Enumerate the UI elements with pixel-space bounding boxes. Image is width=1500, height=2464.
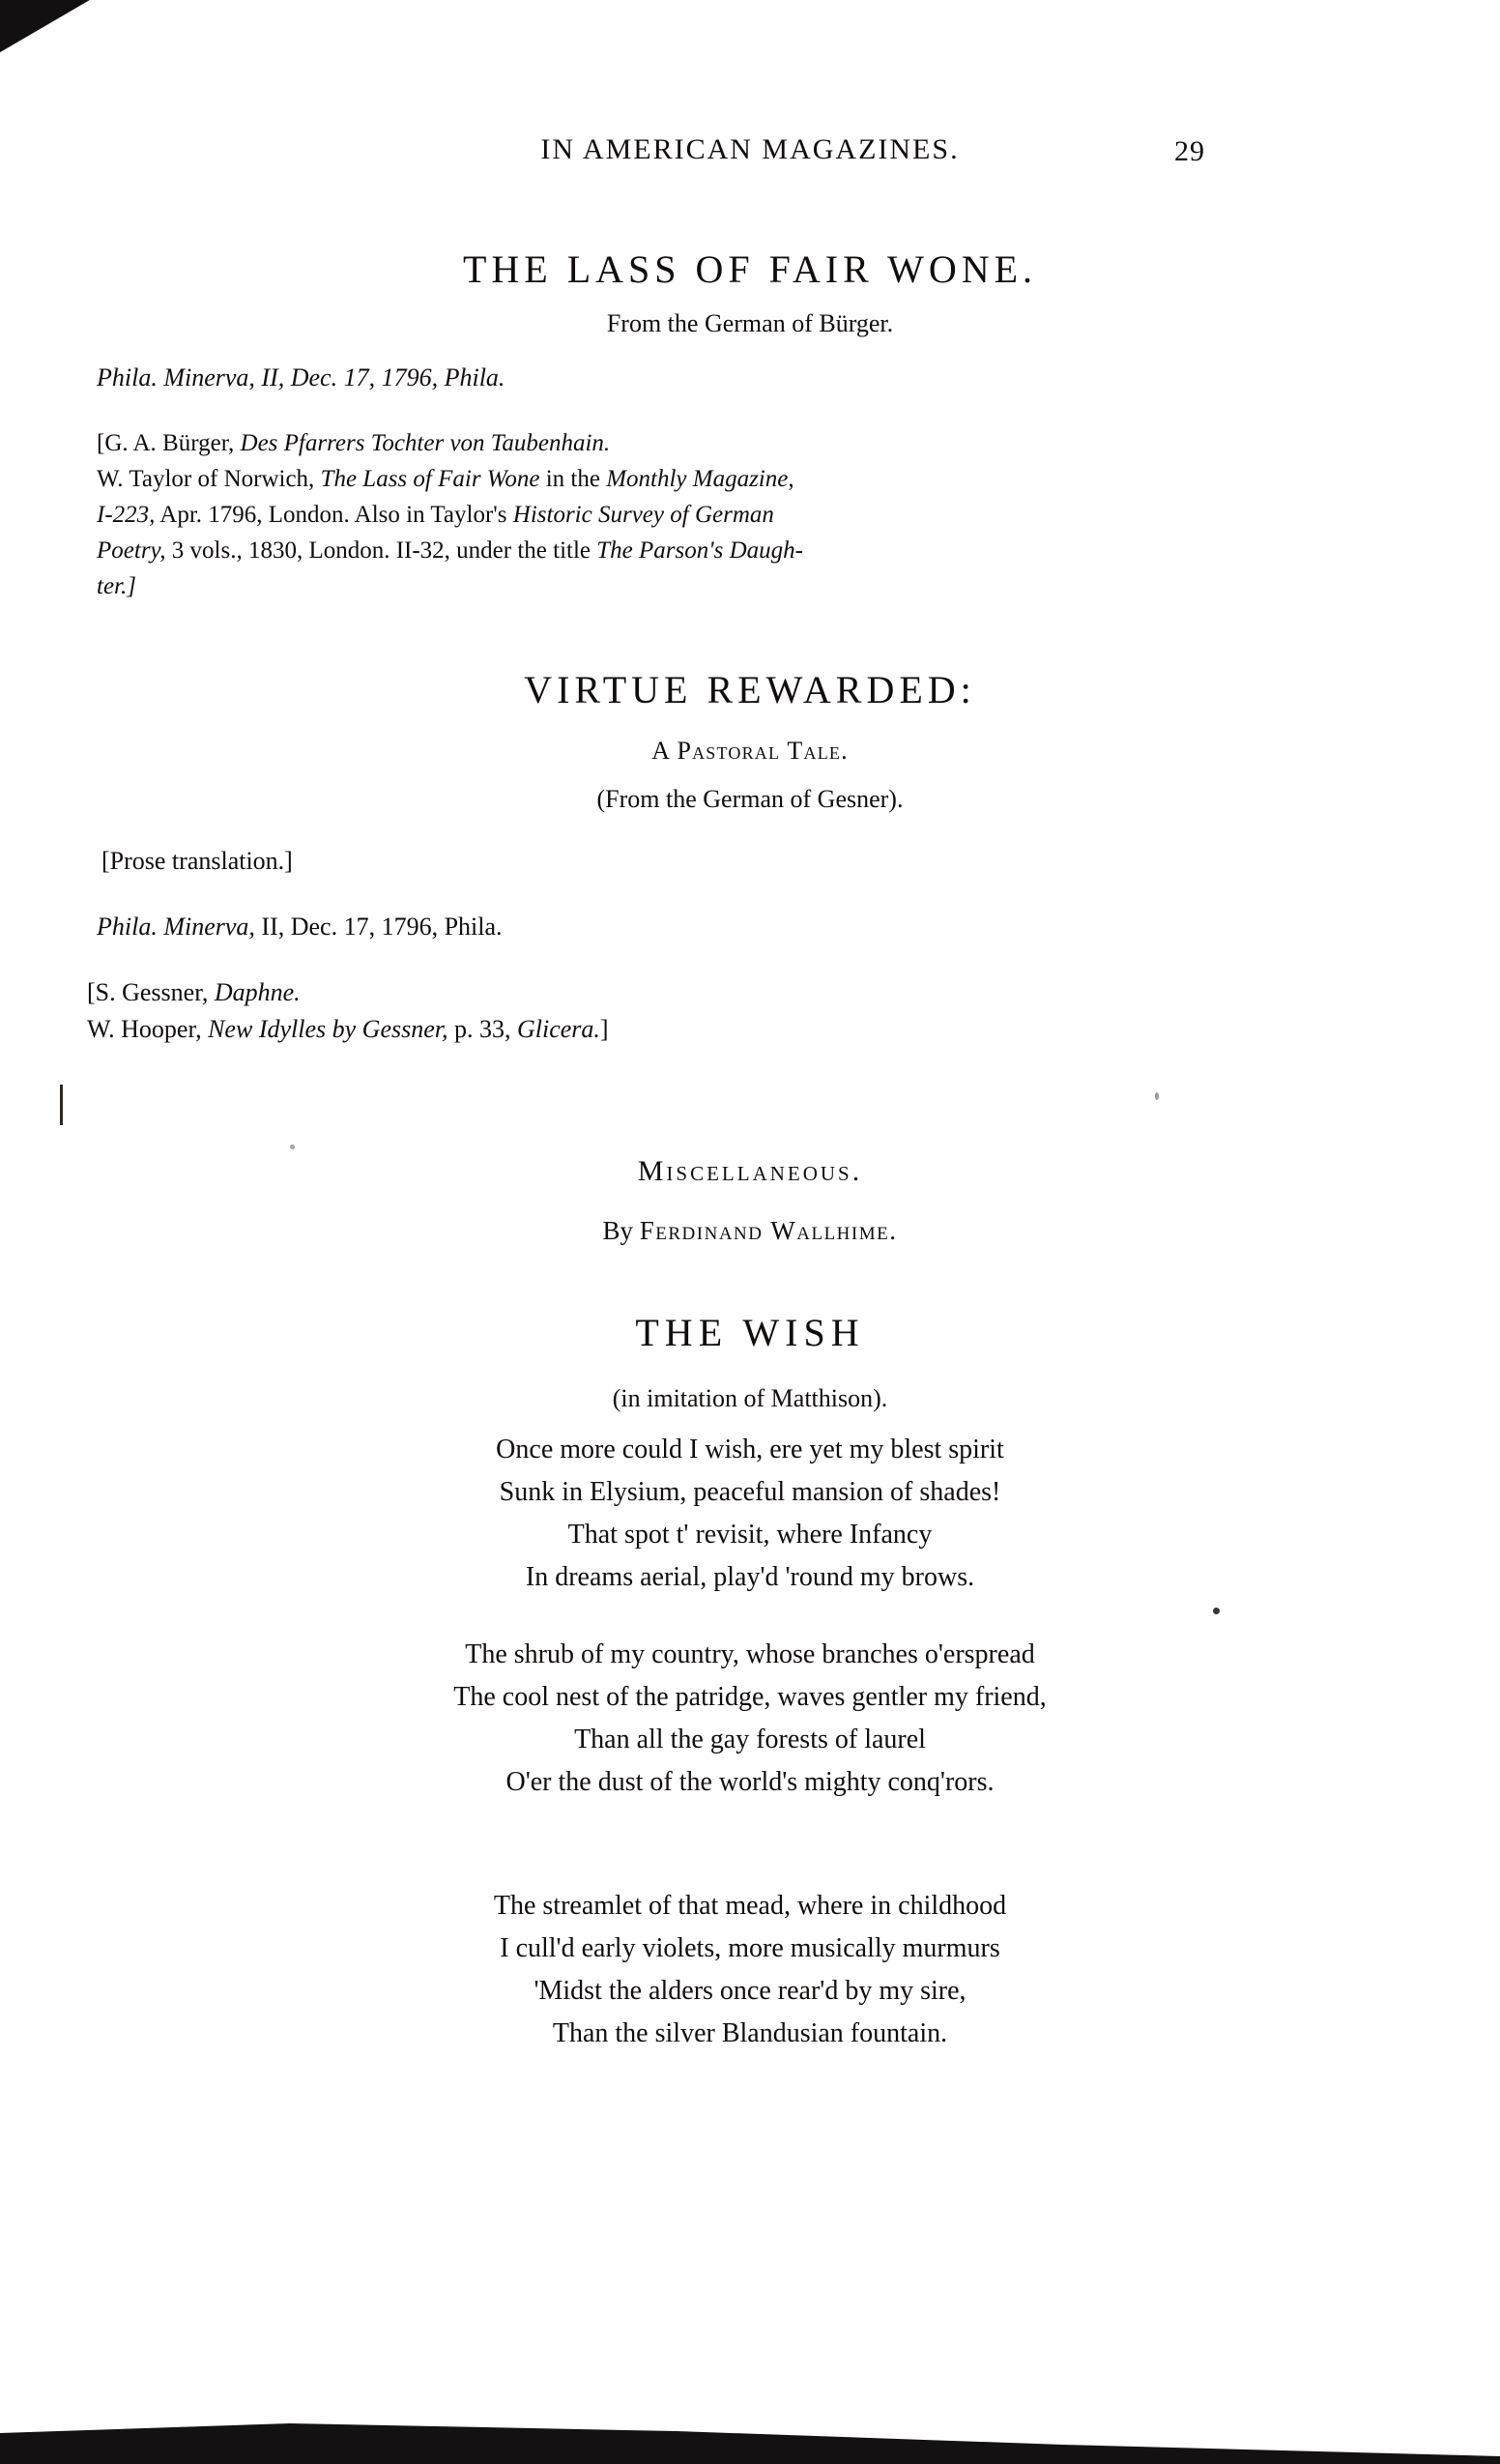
scan-speck	[1155, 1092, 1159, 1100]
scan-speck	[290, 1145, 295, 1149]
poem-line: Than all the gay forests of laurel	[574, 1725, 926, 1754]
poem-line: The shrub of my country, whose branches o'erspread	[465, 1639, 1035, 1669]
poem-line: Sunk in Elysium, peaceful mansion of shades!	[499, 1477, 1001, 1507]
ref-line-1	[87, 974, 1247, 1011]
poem-line: I cull'd early violets, more musically murmurs	[500, 1933, 1000, 1963]
scan-artifact-top-left	[0, 0, 106, 58]
ref-2a: W. Hooper,	[87, 1015, 209, 1043]
note-line-5	[97, 568, 1237, 604]
entry3-heading-text: Miscellaneous.	[637, 1155, 863, 1187]
ref-2e: ]	[599, 1015, 609, 1043]
entry1-bracket-note	[97, 425, 1237, 604]
note-2c: in the	[539, 466, 607, 492]
entry2-from-line: (From the German of Gesner).	[596, 785, 904, 813]
scan-artifact-bottom-edge	[0, 2406, 1500, 2464]
note-1a: [G. A. Bürger,	[97, 430, 241, 456]
ref-2b: New Idylles by Gessner,	[208, 1015, 448, 1043]
running-head	[0, 133, 1500, 166]
poem-line: The cool nest of the patridge, waves gentler my friend,	[453, 1682, 1047, 1712]
entry2-source-line	[97, 909, 503, 945]
poem-line: 'Midst the alders once rear'd by my sire,	[534, 1976, 966, 2006]
poem-line: In dreams aerial, play'd 'round my brows.	[525, 1562, 975, 1592]
ref-1a: [S. Gessner,	[87, 978, 215, 1006]
note-4b: 3 vols., 1830, London. II-32, under the title	[165, 537, 597, 564]
poem-line: The streamlet of that mead, where in childhood	[493, 1891, 1007, 1921]
entry2-subtitle-text: A Pastoral Tale.	[651, 737, 849, 765]
entry2-source-a: Phila. Minerva,	[97, 913, 255, 941]
scan-speck	[1213, 1608, 1220, 1614]
note-line-1	[97, 425, 1237, 461]
entry1-subtitle: From the German of Bürger.	[606, 309, 894, 337]
note-5: ter.]	[97, 573, 136, 599]
ref-2c: p. 33,	[447, 1015, 517, 1043]
entry1-title: THE LASS OF FAIR WONE.	[462, 247, 1038, 291]
note-3b: Apr. 1796, London. Also in Taylor's	[155, 502, 513, 528]
note-3a: I-223,	[97, 502, 156, 528]
poem-line: That spot t' revisit, where Infancy	[567, 1520, 933, 1550]
ref-2d: Glicera.	[517, 1015, 600, 1043]
page-number: 29	[1174, 135, 1205, 167]
byline-prefix: By	[602, 1216, 640, 1245]
note-3c: Historic Survey of German	[512, 502, 774, 528]
entry2-subtitle	[0, 737, 1500, 766]
note-1b: Des Pfarrers Tochter von Taubenhain.	[240, 430, 611, 456]
poem-line: Than the silver Blandusian fountain.	[552, 2018, 948, 2048]
note-4c: The Parson's Daugh-	[596, 537, 803, 564]
note-4a: Poetry,	[97, 537, 166, 564]
poem-line: O'er the dust of the world's mighty conq'rors.	[505, 1767, 995, 1797]
poem-line: Once more could I wish, ere yet my blest spirit	[496, 1435, 1004, 1464]
entry1-source-text: Phila. Minerva, II, Dec. 17, 1796, Phila.	[97, 363, 505, 391]
entry1-source-line	[97, 360, 1411, 396]
entry3-byline	[0, 1216, 1500, 1246]
poem-title: THE WISH	[635, 1311, 865, 1354]
entry2-title: VIRTUE REWARDED:	[524, 668, 976, 711]
ref-1b: Daphne.	[214, 978, 301, 1006]
entry2-source-b: II, Dec. 17, 1796, Phila.	[254, 913, 503, 941]
note-line-3	[97, 497, 1237, 533]
note-line-4	[97, 533, 1237, 568]
entry2-prose-note: [Prose translation.]	[101, 847, 293, 875]
byline-name: Ferdinand Wallhime.	[639, 1216, 898, 1245]
poem-subtitle: (in imitation of Matthison).	[612, 1384, 888, 1412]
note-2a: W. Taylor of Norwich,	[97, 466, 321, 492]
note-2d: Monthly Magazine,	[606, 466, 794, 492]
ref-line-2	[87, 1011, 1247, 1048]
note-2b: The Lass of Fair Wone	[320, 466, 540, 492]
margin-mark	[60, 1085, 63, 1125]
note-line-2	[97, 461, 1237, 497]
entry3-heading	[0, 1155, 1500, 1188]
entry2-reference-note	[87, 974, 1247, 1048]
running-head-title: IN AMERICAN MAGAZINES.	[540, 133, 960, 165]
